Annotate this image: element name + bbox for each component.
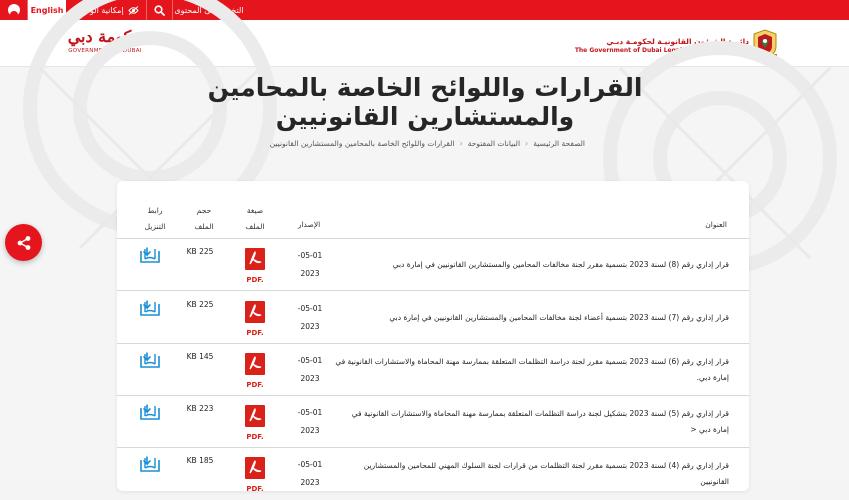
accessibility-label: إمكانية الوصول	[73, 5, 124, 15]
pdf-file-icon	[244, 404, 266, 428]
row-issue-date	[295, 300, 325, 336]
download-button[interactable]	[137, 300, 163, 318]
pdf-icon	[244, 352, 266, 389]
download-button[interactable]	[137, 352, 163, 370]
pdf-file-icon	[244, 300, 266, 324]
row-file-size: 225 KB	[186, 300, 214, 309]
user-account-button[interactable]	[0, 0, 28, 20]
download-icon	[137, 404, 163, 422]
download-button[interactable]	[137, 456, 163, 474]
department-name-arabic: دائـرة الشـؤون القانونيـة لحكومـة دبـي	[606, 37, 749, 46]
page-title: القرارات واللوائح الخاصة بالمحامين والمستشارين القانونيين	[207, 73, 643, 131]
row-file-size: 223 KB	[186, 404, 214, 413]
pdf-icon	[244, 404, 266, 441]
row-title[interactable]: قرار إداري رقم (8) لسنة 2023 بتسمية مقرر لجنة مخالفات المحامين والمستشارين القانونيين في إمارة دبي	[392, 260, 729, 269]
row-issue-date-line2: 2023	[300, 478, 320, 487]
pdf-icon	[244, 300, 266, 337]
table-row	[117, 448, 749, 500]
table-row	[117, 344, 749, 396]
row-issue-date-line1: 05-01-	[297, 408, 323, 417]
top-bar	[0, 0, 849, 20]
column-header-format-line2: الملف	[245, 222, 265, 231]
breadcrumb	[270, 139, 585, 148]
download-icon	[137, 300, 163, 318]
row-issue-date-line2: 2023	[300, 374, 320, 383]
row-issue-date-line2: 2023	[300, 269, 320, 278]
skip-to-content-link[interactable]: التخطي الى المحتوى	[174, 5, 244, 15]
column-header-issue: الإصدار	[297, 220, 321, 229]
table-row	[117, 239, 749, 291]
breadcrumb-home[interactable]: الصفحة الرئيسية	[533, 139, 585, 148]
download-button[interactable]	[137, 247, 163, 265]
department-name-english: The Government of Dubai Legal Affairs Department	[574, 47, 749, 54]
pdf-file-icon	[244, 352, 266, 376]
decisions-table	[117, 181, 749, 491]
row-issue-date	[295, 247, 325, 283]
row-issue-date-line2: 2023	[300, 426, 320, 435]
download-icon	[137, 352, 163, 370]
user-icon	[8, 4, 20, 16]
row-issue-date-line1: 05-01-	[297, 356, 323, 365]
row-issue-date	[295, 456, 325, 492]
breadcrumb-separator-icon: ‹	[459, 139, 463, 148]
breadcrumb-current: القرارات واللوائح الخاصة بالمحامين والمستشارين القانونيين	[269, 139, 455, 148]
breadcrumb-separator-icon: ‹	[525, 139, 529, 148]
column-header-download-line1: رابط	[147, 206, 163, 215]
share-icon	[16, 235, 32, 251]
row-format: PDF.	[246, 276, 264, 284]
row-issue-date-line1: 05-01-	[297, 304, 323, 313]
download-button[interactable]	[137, 404, 163, 422]
table-header	[117, 181, 749, 239]
pdf-file-icon	[244, 247, 266, 271]
row-title[interactable]: قرار إداري رقم (4) لسنة 2023 بتسمية مقرر لجنة التظلمات من قرارات لجنة السلوك المهني للمحامين والمستشارين القانونيين	[363, 461, 729, 486]
breadcrumb-open-data[interactable]: البيانات المفتوحة	[467, 139, 521, 148]
table-row	[117, 396, 749, 448]
table-row	[117, 292, 749, 344]
search-button[interactable]	[146, 0, 173, 20]
pdf-icon	[244, 456, 266, 493]
row-file-size: 145 KB	[186, 352, 214, 361]
row-issue-date	[295, 352, 325, 388]
row-format: PDF.	[246, 485, 264, 493]
row-title[interactable]: قرار إداري رقم (6) لسنة 2023 بتسمية مقرر لجنة دراسة التظلمات المتعلقة بممارسة مهنة المحاماة والاستشارات القانونية في إمارة دبي.	[335, 357, 729, 382]
column-header-format-line1: صيغة	[246, 206, 264, 215]
column-header-format	[237, 203, 273, 235]
row-title[interactable]: قرار إداري رقم (5) لسنة 2023 بتشكيل لجنة دراسة التظلمات المتعلقة بممارسة مهنة المحاماة والاستشارات القانونية في إمارة دبي <	[351, 409, 729, 434]
download-icon	[137, 247, 163, 265]
row-title[interactable]: قرار إداري رقم (7) لسنة 2023 بتسمية أعضاء لجنة مخالفات المحامين والمستشارين القانونيين في إمارة دبي	[389, 313, 729, 322]
search-icon	[154, 5, 165, 16]
column-header-download-line2: التنزيل	[144, 222, 166, 231]
share-button[interactable]	[5, 224, 42, 261]
row-format: PDF.	[246, 381, 264, 389]
gov-logo-english: GOVERNMENT OF DUBAI	[68, 48, 142, 54]
gov-logo-arabic: حكومة دبي	[67, 27, 143, 46]
column-header-download	[135, 203, 175, 235]
row-issue-date-line1: 05-01-	[297, 460, 323, 469]
row-file-size: 185 KB	[186, 456, 214, 465]
row-format: PDF.	[246, 433, 264, 441]
column-header-size-line2: الملف	[194, 222, 214, 231]
column-header-title: العنوان	[705, 220, 727, 229]
column-header-size-line1: حجم	[196, 206, 212, 215]
download-icon	[137, 456, 163, 474]
row-issue-date-line2: 2023	[300, 322, 320, 331]
pdf-file-icon	[244, 456, 266, 480]
column-header-size	[189, 203, 219, 235]
row-format: PDF.	[246, 329, 264, 337]
row-issue-date-line1: 05-01-	[297, 251, 323, 260]
language-switch-button[interactable]: English	[28, 0, 66, 20]
pdf-icon	[244, 247, 266, 284]
row-file-size: 225 KB	[186, 247, 214, 256]
accessibility-icon	[128, 6, 139, 15]
row-issue-date	[295, 404, 325, 440]
